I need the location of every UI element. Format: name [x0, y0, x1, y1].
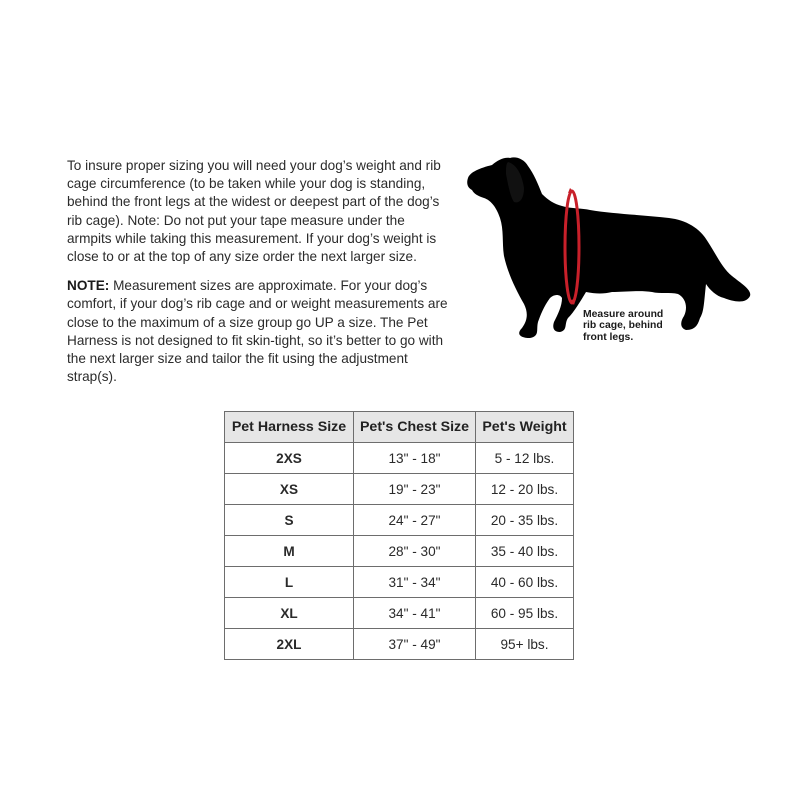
- table-row: [225, 598, 574, 629]
- weight-cell: 95+ lbs.: [476, 629, 574, 660]
- measure-caption: Measure around rib cage, behind front legs.: [583, 309, 664, 343]
- table-row: [225, 505, 574, 536]
- chest-cell: 37" - 49": [354, 629, 476, 660]
- size-cell: S: [225, 505, 354, 536]
- size-cell: 2XS: [225, 443, 354, 474]
- weight-cell: 40 - 60 lbs.: [476, 567, 574, 598]
- sizing-instructions: [67, 157, 452, 386]
- chest-cell: 13" - 18": [354, 443, 476, 474]
- weight-cell: 60 - 95 lbs.: [476, 598, 574, 629]
- size-cell: L: [225, 567, 354, 598]
- weight-cell: 12 - 20 lbs.: [476, 474, 574, 505]
- header-harness-size: Pet Harness Size: [225, 412, 354, 443]
- table-header-row: [225, 412, 574, 443]
- table-row: [225, 443, 574, 474]
- chest-cell: 24" - 27": [354, 505, 476, 536]
- size-cell: 2XL: [225, 629, 354, 660]
- size-cell: XS: [225, 474, 354, 505]
- table-row: [225, 567, 574, 598]
- header-chest-size: Pet's Chest Size: [354, 412, 476, 443]
- chest-cell: 31" - 34": [354, 567, 476, 598]
- chest-cell: 34" - 41": [354, 598, 476, 629]
- weight-cell: 20 - 35 lbs.: [476, 505, 574, 536]
- size-cell: XL: [225, 598, 354, 629]
- weight-cell: 35 - 40 lbs.: [476, 536, 574, 567]
- size-cell: M: [225, 536, 354, 567]
- chest-cell: 19" - 23": [354, 474, 476, 505]
- size-chart-table: [224, 411, 574, 660]
- table-row: [225, 536, 574, 567]
- note-label: NOTE:: [67, 278, 110, 294]
- note-paragraph: [67, 277, 452, 386]
- weight-cell: 5 - 12 lbs.: [476, 443, 574, 474]
- table-row: [225, 629, 574, 660]
- table-row: [225, 474, 574, 505]
- header-weight: Pet's Weight: [476, 412, 574, 443]
- note-text: Measurement sizes are approximate. For your dog’s comfort, if your dog’s rib cage and or weight measurements are close to the maximum of a size group go UP a size. The Pet Harness is not designed to fit skin-tight, so it’s better to go with the next larger size and tailor the fit using the adjustment strap(s).: [67, 278, 448, 385]
- chest-cell: 28" - 30": [354, 536, 476, 567]
- intro-paragraph: To insure proper sizing you will need your dog’s weight and rib cage circumference (to be taken while your dog is standing, behind the front legs at the widest or deepest part of the dog’s rib cage). Note: Do not put your tape measure under the armpits while taking this measurement. If your dog’s weight is close to or at the top of any size order the next larger size.: [67, 158, 441, 265]
